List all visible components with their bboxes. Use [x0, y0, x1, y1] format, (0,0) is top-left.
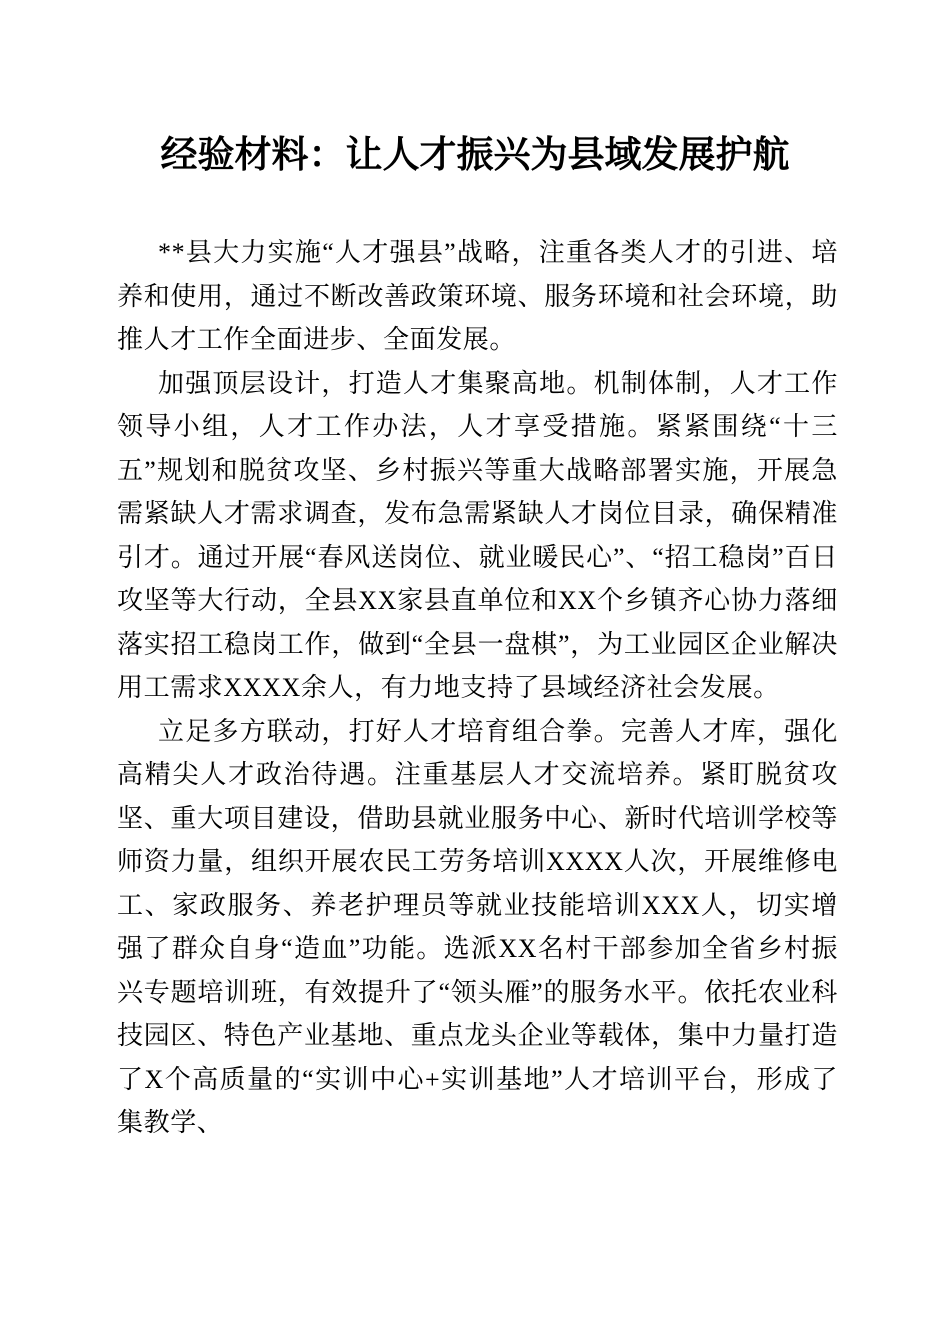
paragraph-top-level-design: 加强顶层设计，打造人才集聚高地。机制体制，人才工作领导小组，人才工作办法，人才享受措施。紧紧围绕“十三五”规划和脱贫攻坚、乡村振兴等重大战略部署实施，开展急需紧缺人才需求调查，发布急需紧缺人才岗位目录，确保精准引才。通过开展“春风送岗位、就业暖民心”、“招工稳岗”百日攻坚等大行动，全县XX家县直单位和XX个乡镇齐心协力落细落实招工稳岗工作，做到“全县一盘棋”，为工业园区企业解决用工需求XXXX余人，有力地支持了县域经济社会发展。 [117, 368, 838, 702]
document-title: 经验材料：让人才振兴为县域发展护航 [160, 135, 790, 176]
document-body [117, 231, 838, 1145]
paragraph-intro: **县大力实施“人才强县”战略，注重各类人才的引进、培养和使用，通过不断改善政策环境、服务环境和社会环境，助推人才工作全面进步、全面发展。 [117, 238, 838, 354]
paragraph-multi-party-linkage: 立足多方联动，打好人才培育组合拳。完善人才库，强化高精尖人才政治待遇。注重基层人才交流培养。紧盯脱贫攻坚、重大项目建设，借助县就业服务中心、新时代培训学校等师资力量，组织开展农民工劳务培训XXXX人次，开展维修电工、家政服务、养老护理员等就业技能培训XXX人，切实增强了群众自身“造血”功能。选派XX名村干部参加全省乡村振兴专题培训班，有效提升了“领头雁”的服务水平。依托农业科技园区、特色产业基地、重点龙头企业等载体，集中力量打造了X个高质量的“实训中心+实训基地”人才培训平台，形成了集教学、 [117, 716, 838, 1137]
